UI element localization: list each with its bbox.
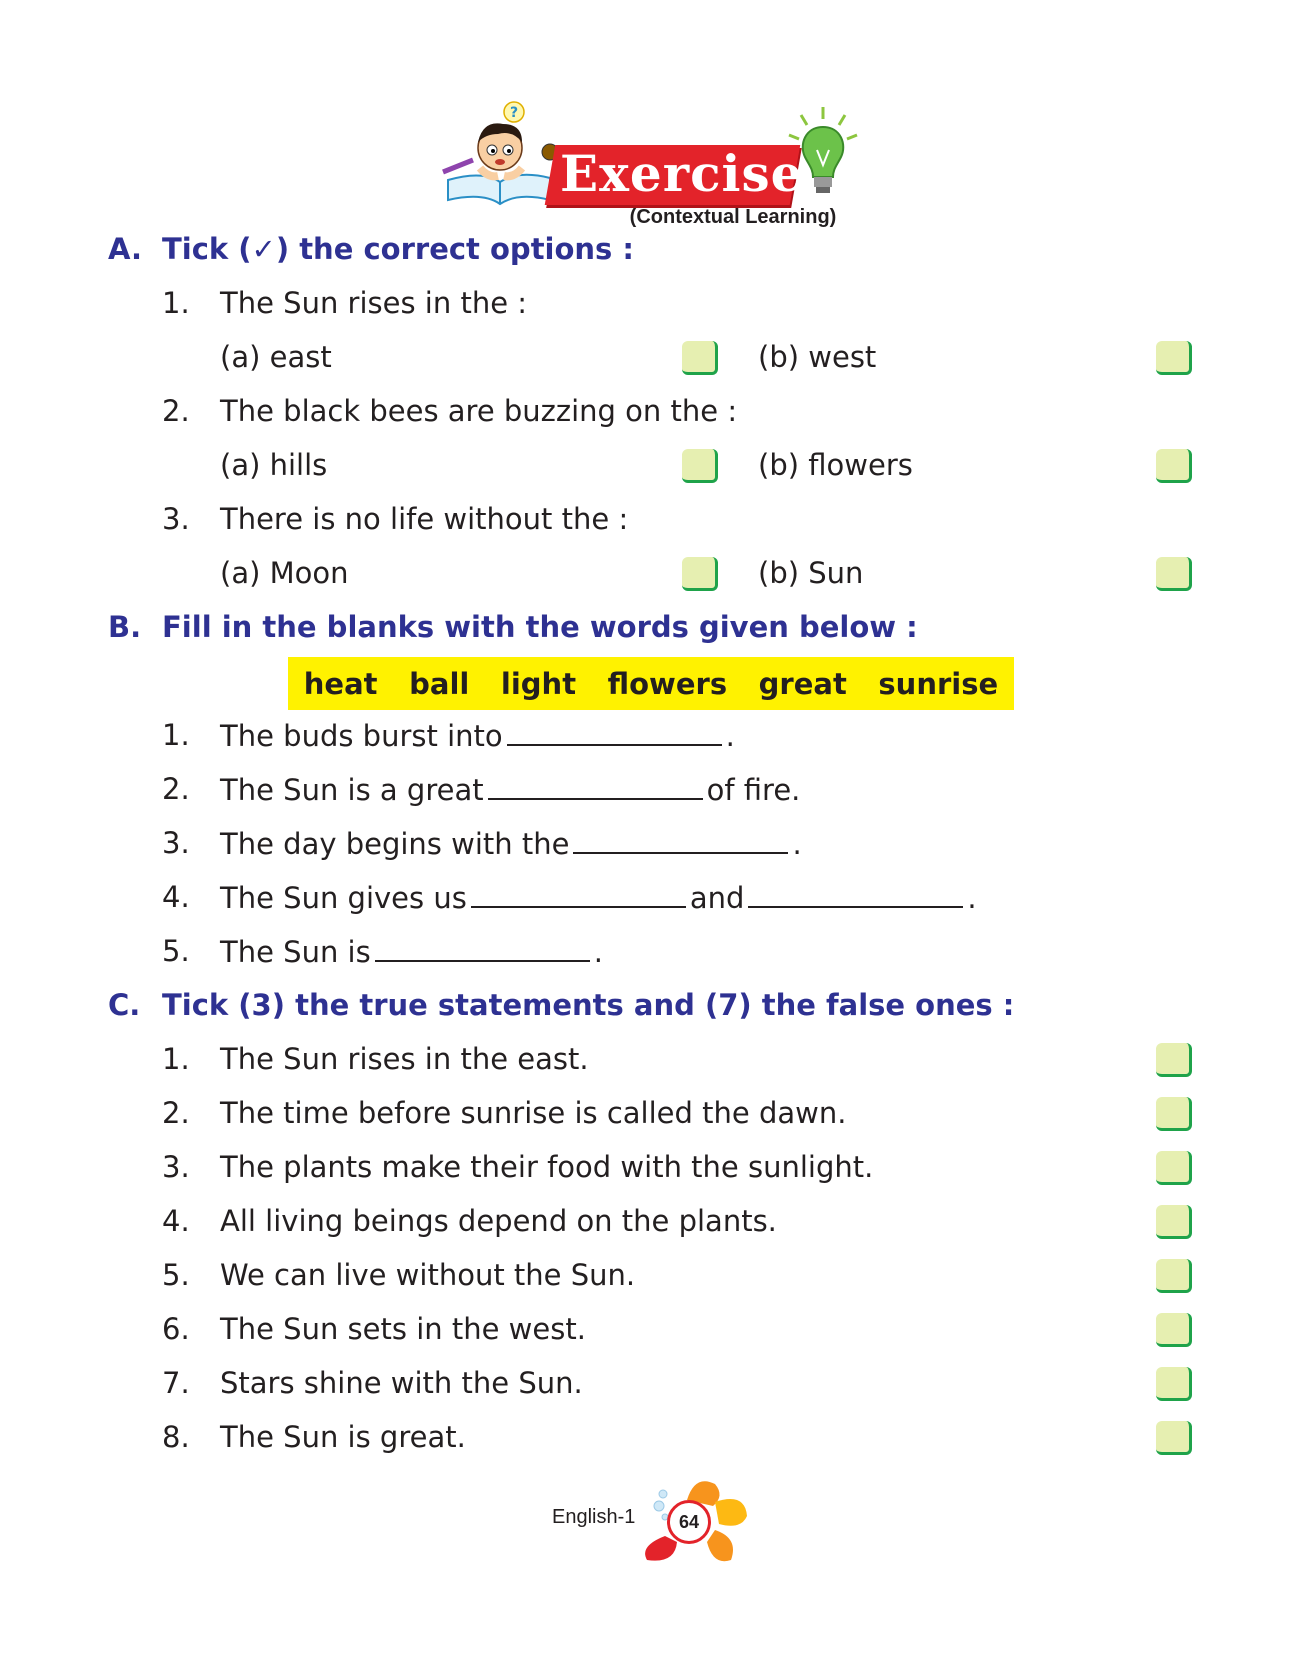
- sentence-end: .: [593, 935, 603, 969]
- section-a-letter: A.: [108, 232, 142, 266]
- sentence-start: The buds burst into: [220, 719, 503, 753]
- statement-text: The time before sunrise is called the dawn.: [220, 1096, 847, 1130]
- blank-field[interactable]: [375, 934, 590, 962]
- answer-checkbox[interactable]: [1156, 341, 1192, 375]
- item-number: 5.: [162, 934, 190, 968]
- sentence-end: .: [792, 827, 802, 861]
- statement-number: 7.: [162, 1366, 190, 1400]
- word-bank-word: sunrise: [878, 666, 999, 701]
- statement-text: Stars shine with the Sun.: [220, 1366, 583, 1400]
- true-false-checkbox[interactable]: [1156, 1313, 1192, 1347]
- question-number: 1.: [162, 286, 190, 320]
- item-number: 3.: [162, 826, 190, 860]
- true-false-checkbox[interactable]: [1156, 1259, 1192, 1293]
- item-number: 2.: [162, 772, 190, 806]
- fill-blank-sentence: [220, 718, 735, 753]
- blank-field[interactable]: [488, 772, 703, 800]
- true-false-checkbox[interactable]: [1156, 1043, 1192, 1077]
- sentence-start: The Sun is: [220, 935, 371, 969]
- answer-checkbox[interactable]: [1156, 557, 1192, 591]
- statement-number: 8.: [162, 1420, 190, 1454]
- true-false-checkbox[interactable]: [1156, 1097, 1192, 1131]
- sentence-end: .: [967, 881, 977, 915]
- question-text: There is no life without the :: [220, 502, 629, 536]
- question-number: 2.: [162, 394, 190, 428]
- word-bank-word: light: [500, 666, 577, 701]
- statement-text: We can live without the Sun.: [220, 1258, 636, 1292]
- exercise-header: [438, 100, 878, 235]
- answer-checkbox[interactable]: [1156, 449, 1192, 483]
- fill-blank-sentence: [220, 880, 977, 915]
- question-text: The black bees are buzzing on the :: [220, 394, 738, 428]
- svg-text:?: ?: [510, 105, 519, 121]
- footer-book-label: English-1: [552, 1506, 636, 1528]
- option-b: (b) Sun: [758, 556, 864, 590]
- word-bank: [288, 657, 1014, 710]
- question-number: 3.: [162, 502, 190, 536]
- word-bank-word: great: [758, 666, 847, 701]
- true-false-checkbox[interactable]: [1156, 1151, 1192, 1185]
- statement-text: The Sun rises in the east.: [220, 1042, 589, 1076]
- section-b-title: Fill in the blanks with the words given below :: [162, 610, 918, 644]
- exercise-subtitle: (Contextual Learning): [629, 206, 837, 228]
- section-b-letter: B.: [108, 610, 142, 644]
- statement-number: 1.: [162, 1042, 190, 1076]
- fill-blank-sentence: [220, 826, 802, 861]
- sentence-start: The Sun gives us: [220, 881, 467, 915]
- sentence-end: of fire.: [706, 773, 801, 807]
- blank-field[interactable]: [507, 718, 722, 746]
- option-b: (b) west: [758, 340, 877, 374]
- option-b: (b) flowers: [758, 448, 913, 482]
- item-number: 4.: [162, 880, 190, 914]
- word-bank-word: flowers: [607, 666, 728, 701]
- section-c-title: Tick (3) the true statements and (7) the false ones :: [162, 988, 1015, 1022]
- statement-text: All living beings depend on the plants.: [220, 1204, 777, 1238]
- sentence-start: The day begins with the: [220, 827, 570, 861]
- option-a: (a) hills: [220, 448, 328, 482]
- true-false-checkbox[interactable]: [1156, 1205, 1192, 1239]
- item-number: 1.: [162, 718, 190, 752]
- answer-checkbox[interactable]: [682, 449, 718, 483]
- question-text: The Sun rises in the :: [220, 286, 528, 320]
- statement-number: 3.: [162, 1150, 190, 1184]
- blank-field[interactable]: [471, 880, 686, 908]
- answer-checkbox[interactable]: [682, 557, 718, 591]
- true-false-checkbox[interactable]: [1156, 1367, 1192, 1401]
- true-false-checkbox[interactable]: [1156, 1421, 1192, 1455]
- sentence-end: .: [725, 719, 735, 753]
- statement-number: 2.: [162, 1096, 190, 1130]
- option-a: (a) east: [220, 340, 332, 374]
- word-bank-word: ball: [409, 666, 470, 701]
- blank-field[interactable]: [573, 826, 788, 854]
- exercise-title: Exercise: [560, 144, 804, 203]
- sentence-start: The Sun is a great: [220, 773, 484, 807]
- fill-blank-sentence: [220, 772, 800, 807]
- kid-reading-icon: [438, 100, 563, 210]
- fill-blank-sentence: [220, 934, 603, 969]
- sentence-middle: and: [689, 881, 745, 915]
- section-c-letter: C.: [108, 988, 141, 1022]
- statement-text: The Sun sets in the west.: [220, 1312, 586, 1346]
- statement-number: 5.: [162, 1258, 190, 1292]
- statement-number: 4.: [162, 1204, 190, 1238]
- option-a: (a) Moon: [220, 556, 349, 590]
- light-bulb-icon: [783, 105, 863, 200]
- section-a-title: Tick (✓) the correct options :: [162, 232, 635, 266]
- page-number: 64: [667, 1500, 711, 1544]
- statement-number: 6.: [162, 1312, 190, 1346]
- statement-text: The plants make their food with the sunlight.: [220, 1150, 874, 1184]
- answer-checkbox[interactable]: [682, 341, 718, 375]
- blank-field[interactable]: [748, 880, 963, 908]
- word-bank-word: heat: [303, 666, 378, 701]
- statement-text: The Sun is great.: [220, 1420, 466, 1454]
